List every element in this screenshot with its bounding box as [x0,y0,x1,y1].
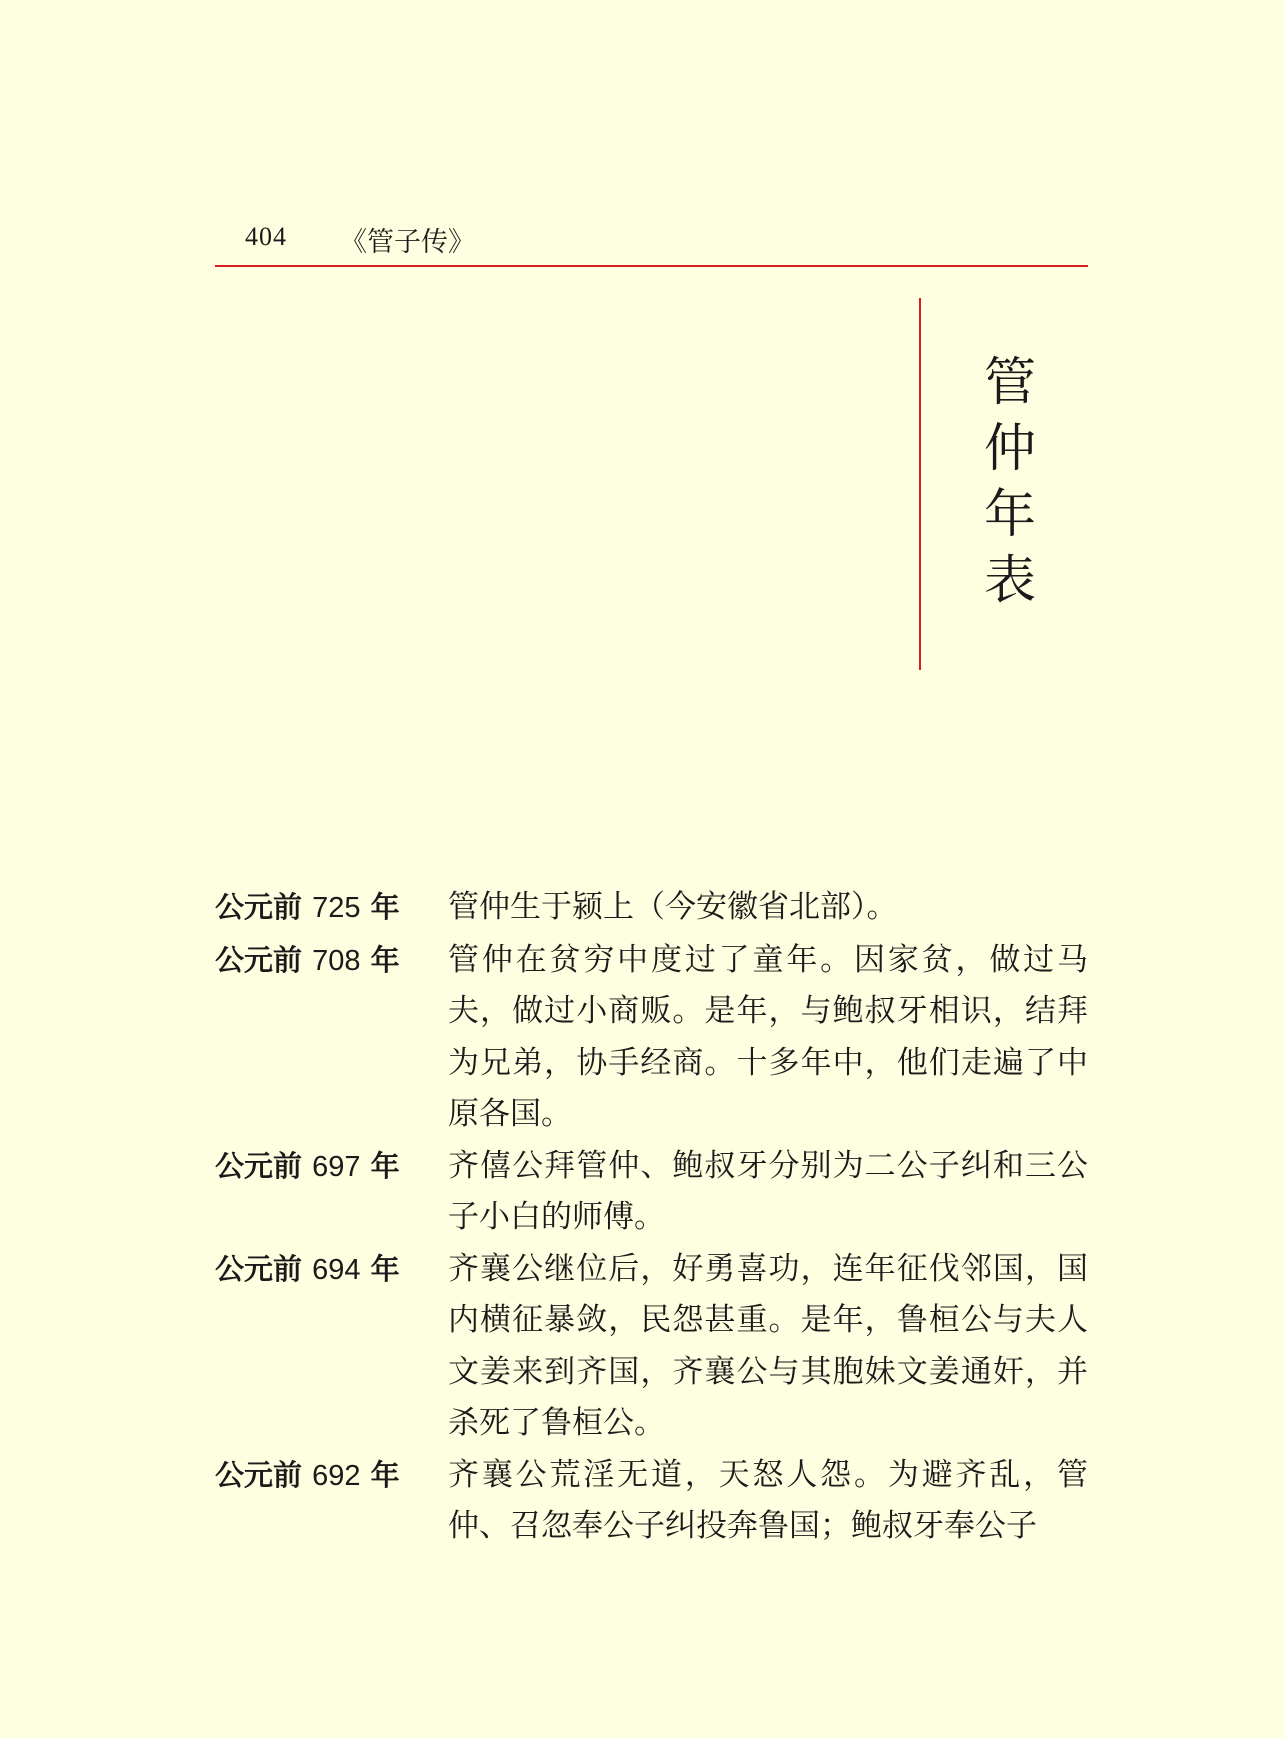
timeline-entry [215,1141,1088,1244]
timeline-text: 管仲生于颍上（今安徽省北部）。 [448,889,898,925]
chapter-title-rule [919,298,921,670]
timeline-text: 齐襄公继位后，好勇喜功，连年征伐邻国，国内横征暴敛，民怨甚重。是年，鲁桓公与夫人文姜来到齐国，齐襄公与其胞妹文姜通奸，并杀死了鲁桓公。 [448,1250,1088,1441]
timeline-entry [215,1244,1088,1450]
timeline-year: 公元前 725 年 [215,890,400,924]
timeline-text: 齐僖公拜管仲、鲍叔牙分别为二公子纠和三公子小白的师傅。 [448,1147,1088,1235]
timeline-text: 管仲在贫穷中度过了童年。因家贫，做过马夫，做过小商贩。是年，与鲍叔牙相识，结拜为兄弟，协手经商。十多年中，他们走遍了中原各国。 [448,941,1088,1132]
chapter-title-char: 年 [983,485,1036,545]
timeline-entry [215,882,1088,935]
chapter-title-char: 管 [983,353,1036,413]
chapter-title-char: 仲 [983,419,1036,479]
timeline-entry [215,1450,1088,1553]
timeline-text: 齐襄公荒淫无道，天怒人怨。为避齐乱，管仲、召忽奉公子纠投奔鲁国；鲍叔牙奉公子 [448,1456,1088,1544]
header-rule [215,265,1088,267]
chapter-title-char: 表 [983,551,1036,611]
timeline-entry [215,935,1088,1141]
page-number: 404 [245,222,287,251]
book-title: 《管子传》 [340,227,475,258]
timeline-year: 公元前 692 年 [215,1457,400,1492]
timeline-year: 公元前 697 年 [215,1148,400,1183]
timeline-year: 公元前 694 年 [215,1251,400,1286]
timeline-list [215,882,1088,1553]
timeline-year: 公元前 708 年 [215,942,400,977]
page-header [215,220,1088,268]
chapter-title [980,350,1040,614]
